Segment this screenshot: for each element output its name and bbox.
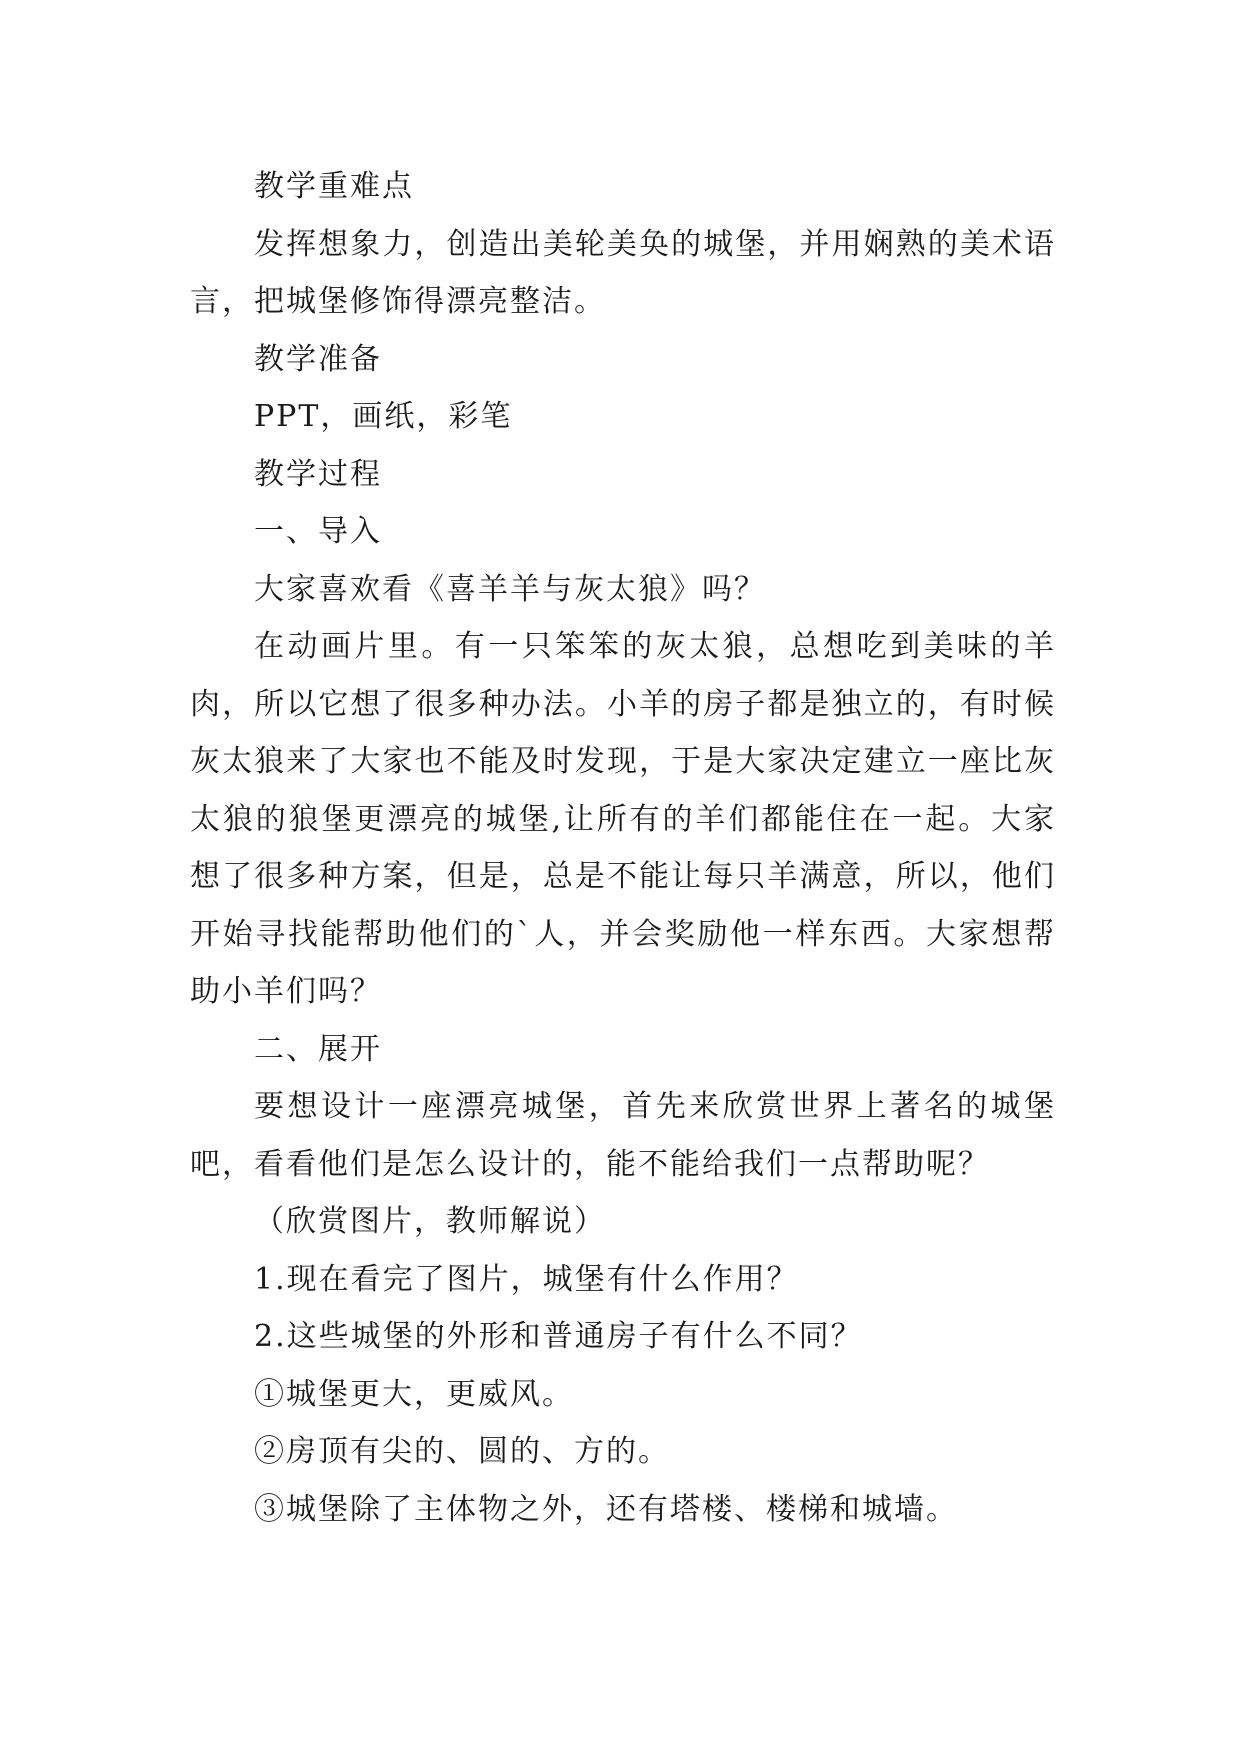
develop-paragraph: 要想设计一座漂亮城堡，首先来欣赏世界上著名的城堡吧，看看他们是怎么设计的，能不能给我们一点帮助呢？ bbox=[190, 1089, 1056, 1182]
intro-question-paragraph: 大家喜欢看《喜羊羊与灰太狼》吗？ bbox=[254, 571, 766, 607]
answer-item: ①城堡更大，更威风。 bbox=[254, 1376, 574, 1412]
develop-note-paragraph: （欣赏图片，教师解说） bbox=[254, 1204, 606, 1239]
answer-item: ③城堡除了主体物之外，还有塔楼、楼梯和城墙。 bbox=[254, 1491, 958, 1527]
section-heading-intro: 一、导入 bbox=[254, 514, 382, 549]
answer-item: ②房顶有尖的、圆的、方的。 bbox=[254, 1434, 670, 1469]
question-item: 2.这些城堡的外形和普通房子有什么不同？ bbox=[254, 1319, 863, 1354]
intro-story-paragraph: 在动画片里。有一只笨笨的灰太狼，总想吃到美味的羊肉，所以它想了很多种办法。小羊的房子都是独立的，有时候灰太狼来了大家也不能及时发现，于是大家决定建立一座比灰太狼的狼堡更漂亮的城堡,让所有的羊们都能住在一起。大家想了很多种方案，但是，总是不能让每只羊满意，所以，他们开始寻找能帮助他们的`人，并会奖励他一样东西。大家想帮助小羊们吗？ bbox=[190, 629, 1056, 1009]
document-body bbox=[190, 158, 1056, 1538]
key-points-paragraph: 发挥想象力，创造出美轮美奂的城堡，并用娴熟的美术语言，把城堡修饰得漂亮整洁。 bbox=[190, 226, 1056, 319]
question-item: 1.现在看完了图片，城堡有什么作用？ bbox=[254, 1261, 799, 1297]
heading-process: 教学过程 bbox=[254, 456, 382, 492]
heading-key-points: 教学重难点 bbox=[254, 169, 414, 204]
heading-preparation: 教学准备 bbox=[254, 341, 382, 377]
section-heading-develop: 二、展开 bbox=[254, 1031, 382, 1067]
preparation-paragraph: PPT，画纸，彩笔 bbox=[254, 399, 513, 434]
